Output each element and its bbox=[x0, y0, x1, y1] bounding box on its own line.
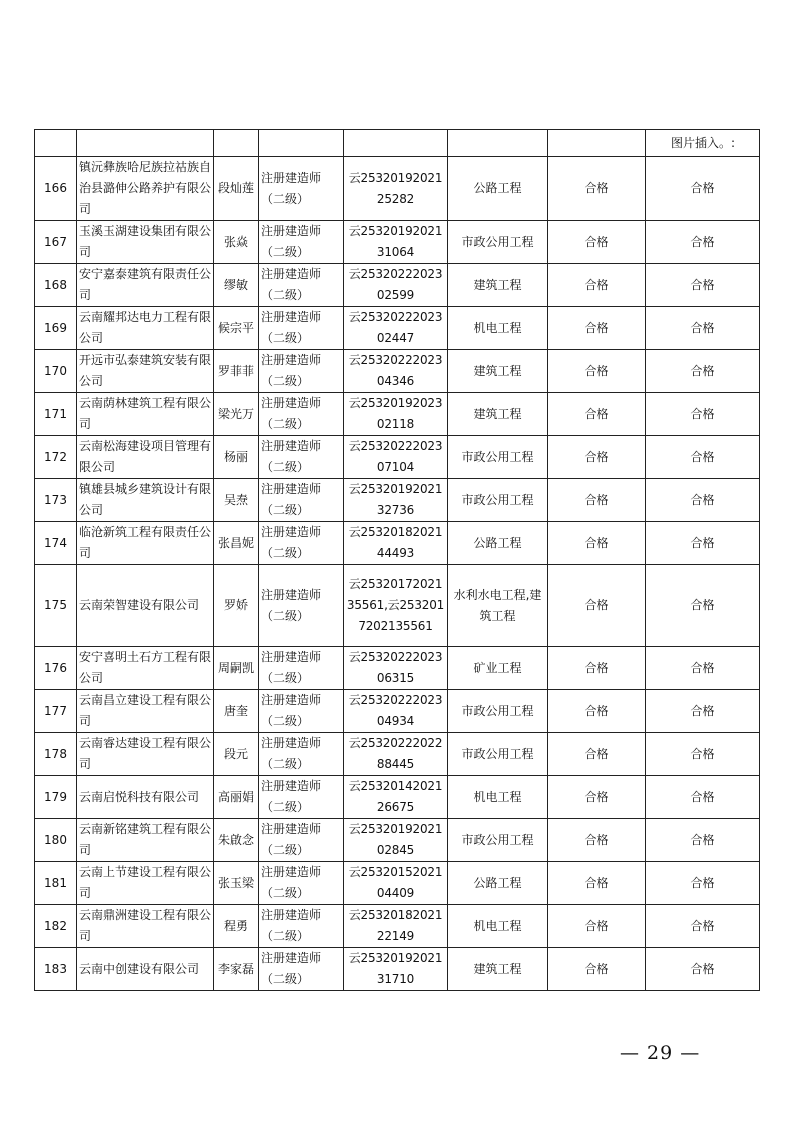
person-name: 段灿莲 bbox=[214, 157, 259, 221]
table-row bbox=[35, 264, 760, 307]
header-cell bbox=[77, 130, 214, 157]
specialty: 矿业工程 bbox=[448, 647, 548, 690]
result-1: 合格 bbox=[548, 647, 646, 690]
table-row bbox=[35, 393, 760, 436]
person-name: 候宗平 bbox=[214, 307, 259, 350]
result-2: 合格 bbox=[646, 307, 760, 350]
qualification: 注册建造师（二级） bbox=[259, 157, 344, 221]
company-name: 云南耀邦达电力工程有限公司 bbox=[77, 307, 214, 350]
certificate-id: 云2532022202307104 bbox=[344, 436, 448, 479]
qualification: 注册建造师（二级） bbox=[259, 862, 344, 905]
table-row bbox=[35, 221, 760, 264]
certificate-id: 云2532018202122149 bbox=[344, 905, 448, 948]
person-name: 吴焘 bbox=[214, 479, 259, 522]
person-name: 张焱 bbox=[214, 221, 259, 264]
result-2: 合格 bbox=[646, 157, 760, 221]
header-cell bbox=[548, 130, 646, 157]
result-2: 合格 bbox=[646, 264, 760, 307]
person-name: 罗菲菲 bbox=[214, 350, 259, 393]
qualification: 注册建造师（二级） bbox=[259, 350, 344, 393]
result-2: 合格 bbox=[646, 819, 760, 862]
certificate-id: 云2532022202304346 bbox=[344, 350, 448, 393]
qualification: 注册建造师（二级） bbox=[259, 565, 344, 647]
result-2: 合格 bbox=[646, 436, 760, 479]
result-1: 合格 bbox=[548, 948, 646, 991]
specialty: 市政公用工程 bbox=[448, 819, 548, 862]
table-row bbox=[35, 776, 760, 819]
certificate-id: 云2532015202104409 bbox=[344, 862, 448, 905]
results-table bbox=[34, 129, 760, 991]
certificate-id: 云2532019202302118 bbox=[344, 393, 448, 436]
row-number: 169 bbox=[35, 307, 77, 350]
company-name: 云南中创建设有限公司 bbox=[77, 948, 214, 991]
certificate-id: 云2532022202304934 bbox=[344, 690, 448, 733]
table-row bbox=[35, 350, 760, 393]
page-number: — 29 — bbox=[620, 1042, 701, 1064]
certificate-id: 云2532019202102845 bbox=[344, 819, 448, 862]
qualification: 注册建造师（二级） bbox=[259, 393, 344, 436]
company-name: 开远市弘泰建筑安装有限公司 bbox=[77, 350, 214, 393]
certificate-id: 云2532018202144493 bbox=[344, 522, 448, 565]
table-row bbox=[35, 307, 760, 350]
company-name: 临沧新筑工程有限责任公司 bbox=[77, 522, 214, 565]
qualification: 注册建造师（二级） bbox=[259, 221, 344, 264]
row-number: 166 bbox=[35, 157, 77, 221]
result-1: 合格 bbox=[548, 776, 646, 819]
qualification: 注册建造师（二级） bbox=[259, 776, 344, 819]
company-name: 云南睿达建设工程有限公司 bbox=[77, 733, 214, 776]
company-name: 玉溪玉湖建设集团有限公司 bbox=[77, 221, 214, 264]
result-2: 合格 bbox=[646, 221, 760, 264]
qualification: 注册建造师（二级） bbox=[259, 264, 344, 307]
row-number: 171 bbox=[35, 393, 77, 436]
person-name: 程勇 bbox=[214, 905, 259, 948]
person-name: 张玉梁 bbox=[214, 862, 259, 905]
row-number: 170 bbox=[35, 350, 77, 393]
result-2: 合格 bbox=[646, 733, 760, 776]
result-2: 合格 bbox=[646, 393, 760, 436]
result-1: 合格 bbox=[548, 733, 646, 776]
table-row bbox=[35, 905, 760, 948]
person-name: 罗娇 bbox=[214, 565, 259, 647]
certificate-id: 云2532017202135561,云2532017202135561 bbox=[344, 565, 448, 647]
image-insert-note: 图片插入。: bbox=[646, 130, 760, 157]
certificate-id: 云2532014202126675 bbox=[344, 776, 448, 819]
specialty: 水利水电工程,建筑工程 bbox=[448, 565, 548, 647]
row-number: 172 bbox=[35, 436, 77, 479]
certificate-id: 云2532022202306315 bbox=[344, 647, 448, 690]
header-cell bbox=[35, 130, 77, 157]
table-row bbox=[35, 819, 760, 862]
row-number: 182 bbox=[35, 905, 77, 948]
table-row bbox=[35, 479, 760, 522]
result-1: 合格 bbox=[548, 221, 646, 264]
result-2: 合格 bbox=[646, 776, 760, 819]
specialty: 公路工程 bbox=[448, 862, 548, 905]
specialty: 机电工程 bbox=[448, 905, 548, 948]
result-1: 合格 bbox=[548, 157, 646, 221]
result-1: 合格 bbox=[548, 690, 646, 733]
qualification: 注册建造师（二级） bbox=[259, 647, 344, 690]
qualification: 注册建造师（二级） bbox=[259, 819, 344, 862]
result-1: 合格 bbox=[548, 862, 646, 905]
qualification: 注册建造师（二级） bbox=[259, 948, 344, 991]
result-1: 合格 bbox=[548, 350, 646, 393]
result-1: 合格 bbox=[548, 905, 646, 948]
specialty: 机电工程 bbox=[448, 307, 548, 350]
row-number: 167 bbox=[35, 221, 77, 264]
row-number: 180 bbox=[35, 819, 77, 862]
result-1: 合格 bbox=[548, 307, 646, 350]
company-name: 云南鼎洲建设工程有限公司 bbox=[77, 905, 214, 948]
row-number: 178 bbox=[35, 733, 77, 776]
qualification: 注册建造师（二级） bbox=[259, 905, 344, 948]
row-number: 175 bbox=[35, 565, 77, 647]
table-row bbox=[35, 690, 760, 733]
certificate-id: 云2532022202302599 bbox=[344, 264, 448, 307]
qualification: 注册建造师（二级） bbox=[259, 307, 344, 350]
person-name: 缪敏 bbox=[214, 264, 259, 307]
specialty: 建筑工程 bbox=[448, 393, 548, 436]
specialty: 公路工程 bbox=[448, 522, 548, 565]
qualification: 注册建造师（二级） bbox=[259, 522, 344, 565]
table-row bbox=[35, 948, 760, 991]
result-2: 合格 bbox=[646, 690, 760, 733]
company-name: 云南荫林建筑工程有限公司 bbox=[77, 393, 214, 436]
person-name: 唐奎 bbox=[214, 690, 259, 733]
qualification: 注册建造师（二级） bbox=[259, 690, 344, 733]
result-2: 合格 bbox=[646, 862, 760, 905]
specialty: 市政公用工程 bbox=[448, 221, 548, 264]
header-cell bbox=[259, 130, 344, 157]
qualification: 注册建造师（二级） bbox=[259, 733, 344, 776]
company-name: 安宁喜明土石方工程有限公司 bbox=[77, 647, 214, 690]
table-row bbox=[35, 733, 760, 776]
specialty: 建筑工程 bbox=[448, 264, 548, 307]
person-name: 梁光万 bbox=[214, 393, 259, 436]
company-name: 云南松海建设项目管理有限公司 bbox=[77, 436, 214, 479]
result-2: 合格 bbox=[646, 948, 760, 991]
person-name: 李家磊 bbox=[214, 948, 259, 991]
company-name: 云南新铭建筑工程有限公司 bbox=[77, 819, 214, 862]
specialty: 建筑工程 bbox=[448, 948, 548, 991]
qualification: 注册建造师（二级） bbox=[259, 436, 344, 479]
company-name: 云南荣智建设有限公司 bbox=[77, 565, 214, 647]
qualification: 注册建造师（二级） bbox=[259, 479, 344, 522]
table-row bbox=[35, 436, 760, 479]
row-number: 174 bbox=[35, 522, 77, 565]
specialty: 公路工程 bbox=[448, 157, 548, 221]
result-1: 合格 bbox=[548, 479, 646, 522]
table-row bbox=[35, 522, 760, 565]
row-number: 179 bbox=[35, 776, 77, 819]
certificate-id: 云2532022202302447 bbox=[344, 307, 448, 350]
result-1: 合格 bbox=[548, 522, 646, 565]
result-1: 合格 bbox=[548, 819, 646, 862]
certificate-id: 云2532019202131710 bbox=[344, 948, 448, 991]
specialty: 市政公用工程 bbox=[448, 690, 548, 733]
result-2: 合格 bbox=[646, 905, 760, 948]
company-name: 云南上节建设工程有限公司 bbox=[77, 862, 214, 905]
result-2: 合格 bbox=[646, 522, 760, 565]
specialty: 建筑工程 bbox=[448, 350, 548, 393]
result-1: 合格 bbox=[548, 264, 646, 307]
company-name: 镇雄县城乡建筑设计有限公司 bbox=[77, 479, 214, 522]
table-row bbox=[35, 647, 760, 690]
result-2: 合格 bbox=[646, 647, 760, 690]
specialty: 市政公用工程 bbox=[448, 479, 548, 522]
row-number: 181 bbox=[35, 862, 77, 905]
row-number: 176 bbox=[35, 647, 77, 690]
person-name: 张昌妮 bbox=[214, 522, 259, 565]
table-row bbox=[35, 862, 760, 905]
certificate-id: 云2532019202132736 bbox=[344, 479, 448, 522]
person-name: 杨丽 bbox=[214, 436, 259, 479]
header-row bbox=[35, 130, 760, 157]
header-cell bbox=[448, 130, 548, 157]
person-name: 周嗣凯 bbox=[214, 647, 259, 690]
result-1: 合格 bbox=[548, 393, 646, 436]
header-cell bbox=[344, 130, 448, 157]
result-1: 合格 bbox=[548, 565, 646, 647]
person-name: 高丽娟 bbox=[214, 776, 259, 819]
table-row bbox=[35, 565, 760, 647]
person-name: 朱啟念 bbox=[214, 819, 259, 862]
result-2: 合格 bbox=[646, 350, 760, 393]
result-2: 合格 bbox=[646, 565, 760, 647]
result-2: 合格 bbox=[646, 479, 760, 522]
company-name: 云南昌立建设工程有限公司 bbox=[77, 690, 214, 733]
row-number: 177 bbox=[35, 690, 77, 733]
certificate-id: 云2532019202131064 bbox=[344, 221, 448, 264]
header-cell bbox=[214, 130, 259, 157]
row-number: 173 bbox=[35, 479, 77, 522]
company-name: 云南启悦科技有限公司 bbox=[77, 776, 214, 819]
certificate-id: 云2532019202125282 bbox=[344, 157, 448, 221]
certificate-id: 云2532022202288445 bbox=[344, 733, 448, 776]
table-row bbox=[35, 157, 760, 221]
specialty: 市政公用工程 bbox=[448, 436, 548, 479]
result-1: 合格 bbox=[548, 436, 646, 479]
row-number: 183 bbox=[35, 948, 77, 991]
specialty: 市政公用工程 bbox=[448, 733, 548, 776]
person-name: 段元 bbox=[214, 733, 259, 776]
company-name: 安宁嘉泰建筑有限责任公司 bbox=[77, 264, 214, 307]
company-name: 镇沅彝族哈尼族拉祜族自治县潞伸公路养护有限公司 bbox=[77, 157, 214, 221]
row-number: 168 bbox=[35, 264, 77, 307]
specialty: 机电工程 bbox=[448, 776, 548, 819]
